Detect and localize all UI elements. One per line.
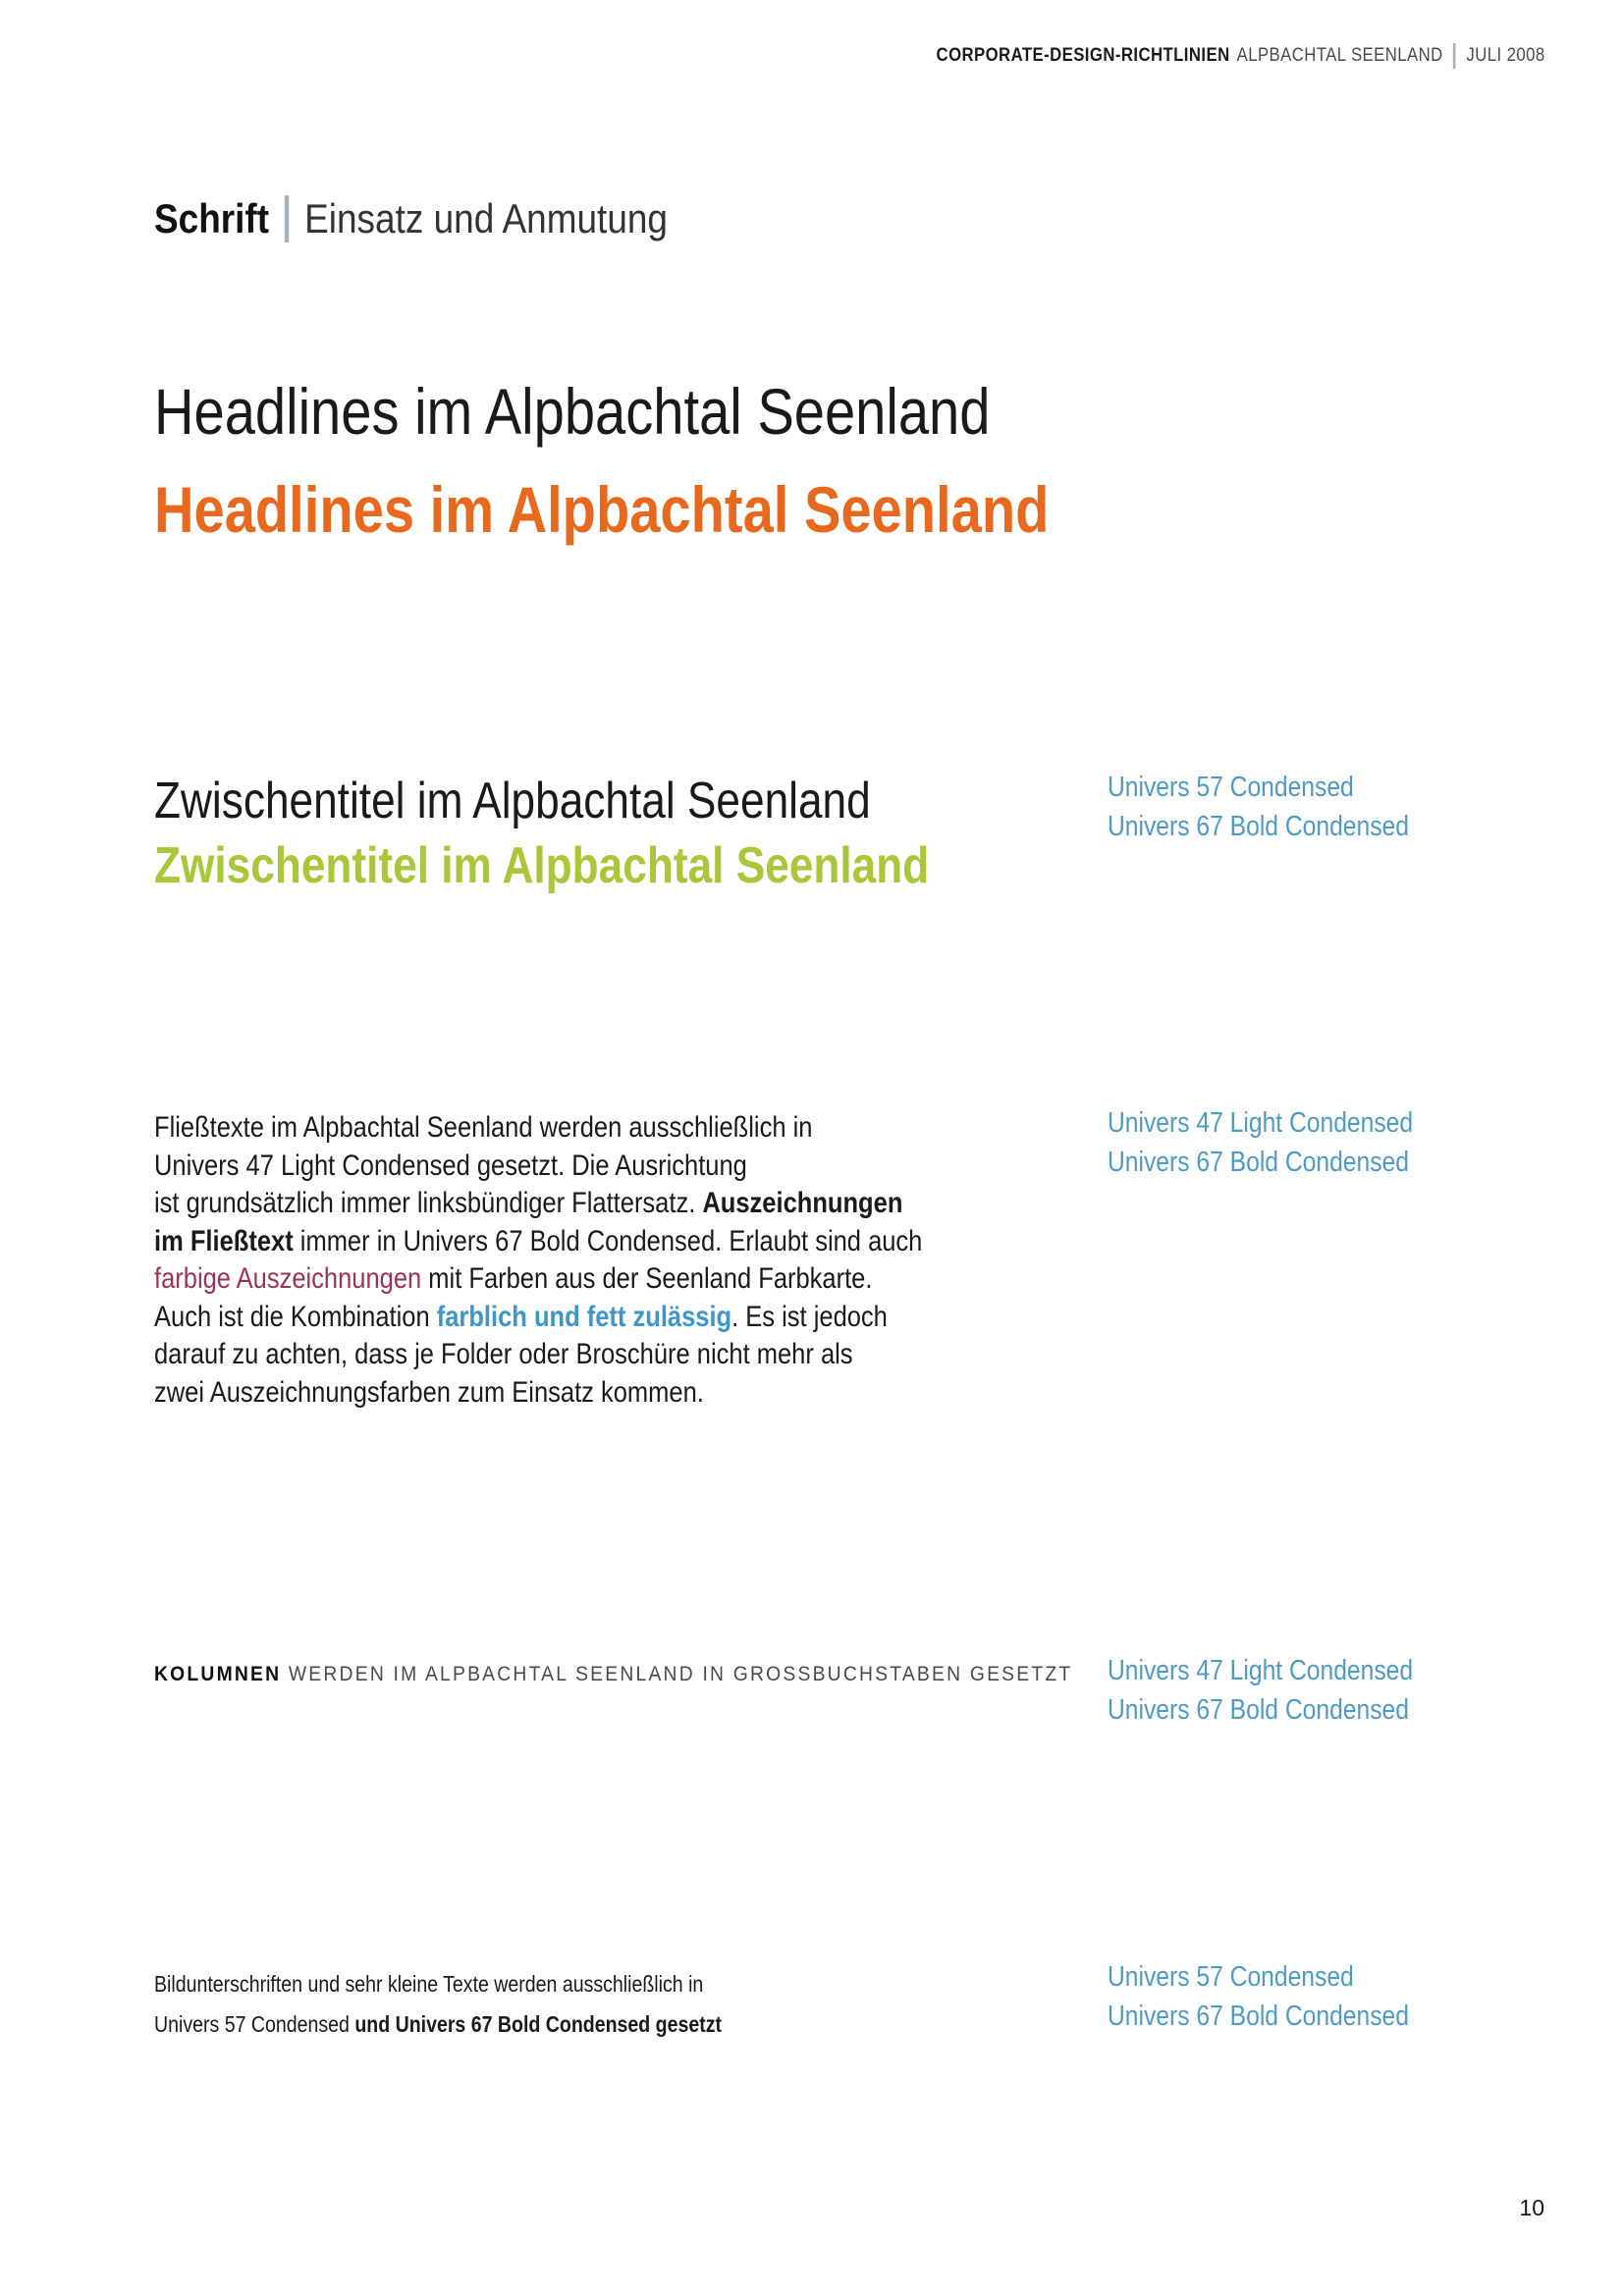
body-line [154,1336,922,1374]
document-header [937,43,1545,69]
text-segment: Auszeichnungen [702,1187,903,1219]
body-line [154,1260,922,1299]
text-segment: Bildunterschriften und sehr kleine Texte werden ausschließlich in [154,1971,704,1997]
body-line [154,1185,922,1223]
body-line [154,1223,922,1261]
text-segment: . Es ist jedoch [731,1300,888,1333]
text-segment: Auch ist die Kombination [154,1300,437,1333]
text-segment: Univers 47 Light Condensed gesetzt. Die Ausrichtung [154,1148,747,1182]
annotation-line: Univers 47 Light Condensed [1108,1655,1414,1686]
text-segment: mit Farben aus der Seenland Farbkarte. [421,1262,873,1295]
text-segment: und Univers 67 Bold Condensed gesetzt [354,2011,723,2037]
annotation-line: Univers 67 Bold Condensed [1108,2001,1409,2032]
text-segment: darauf zu achten, dass je Folder oder Broschüre nicht mehr als [154,1338,853,1370]
body-line [154,1374,922,1413]
header-title: CORPORATE-DESIGN-RICHTLINIEN [936,45,1231,66]
annotation-line: Univers 57 Condensed [1108,772,1354,803]
text-segment: immer in Univers 67 Bold Condensed. Erlaubt sind auch [293,1224,923,1257]
headline-specimen-regular: Headlines im Alpbachtal Seenland [154,375,991,448]
annotation-line: Univers 57 Condensed [1108,1961,1354,1993]
body-line [154,1109,922,1148]
font-annotation-body [1108,1103,1413,1182]
subhead-specimen-regular: Zwischentitel im Alpbachtal Seenland [154,773,871,829]
font-annotation-kolumnen [1108,1651,1413,1730]
headline-specimen-bold: Headlines im Alpbachtal Seenland [154,473,1050,546]
annotation-line: Univers 67 Bold Condensed [1108,1694,1409,1726]
text-segment: WERDEN IM ALPBACHTAL SEENLAND IN GROSSBUCHSTABEN GESETZT [281,1663,1073,1685]
body-line [154,1299,922,1337]
header-separator [1454,43,1457,69]
header-date: JULI 2008 [1466,45,1545,66]
annotation-line: Univers 67 Bold Condensed [1108,811,1409,842]
text-segment: zwei Auszeichnungsfarben zum Einsatz kommen. [154,1375,704,1409]
section-title [154,195,668,242]
text-segment: farblich und fett zulässig [436,1300,732,1333]
text-segment: im Fließtext [154,1224,294,1257]
section-title-label: Schrift [154,195,270,241]
section-title-separator [285,195,289,242]
text-segment: Fließtexte im Alpbachtal Seenland werden ausschließlich in [154,1111,813,1144]
body-text [154,1109,922,1412]
caption-line [154,1964,722,2004]
text-segment: farbige Auszeichnungen [154,1262,422,1295]
kolumnen-text [154,1663,1072,1686]
font-annotation-caption [1108,1957,1409,2036]
annotation-line: Univers 47 Light Condensed [1108,1107,1414,1139]
body-line [154,1148,922,1186]
header-brand: ALPBACHTAL SEENLAND [1237,45,1444,66]
subhead-specimen-bold: Zwischentitel im Alpbachtal Seenland [154,837,930,894]
page-number: 10 [1519,2195,1544,2220]
caption-text [154,1964,722,2045]
section-subtitle-label: Einsatz und Anmutung [304,195,668,241]
text-segment: ist grundsätzlich immer linksbündiger Flattersatz. [154,1187,703,1219]
annotation-line: Univers 67 Bold Condensed [1108,1147,1409,1178]
text-segment: KOLUMNEN [154,1663,282,1685]
kolumnen-line [154,1663,1072,1686]
text-segment: Univers 57 Condensed [154,2011,355,2037]
font-annotation-subhead [1108,768,1409,846]
caption-line [154,2004,722,2045]
